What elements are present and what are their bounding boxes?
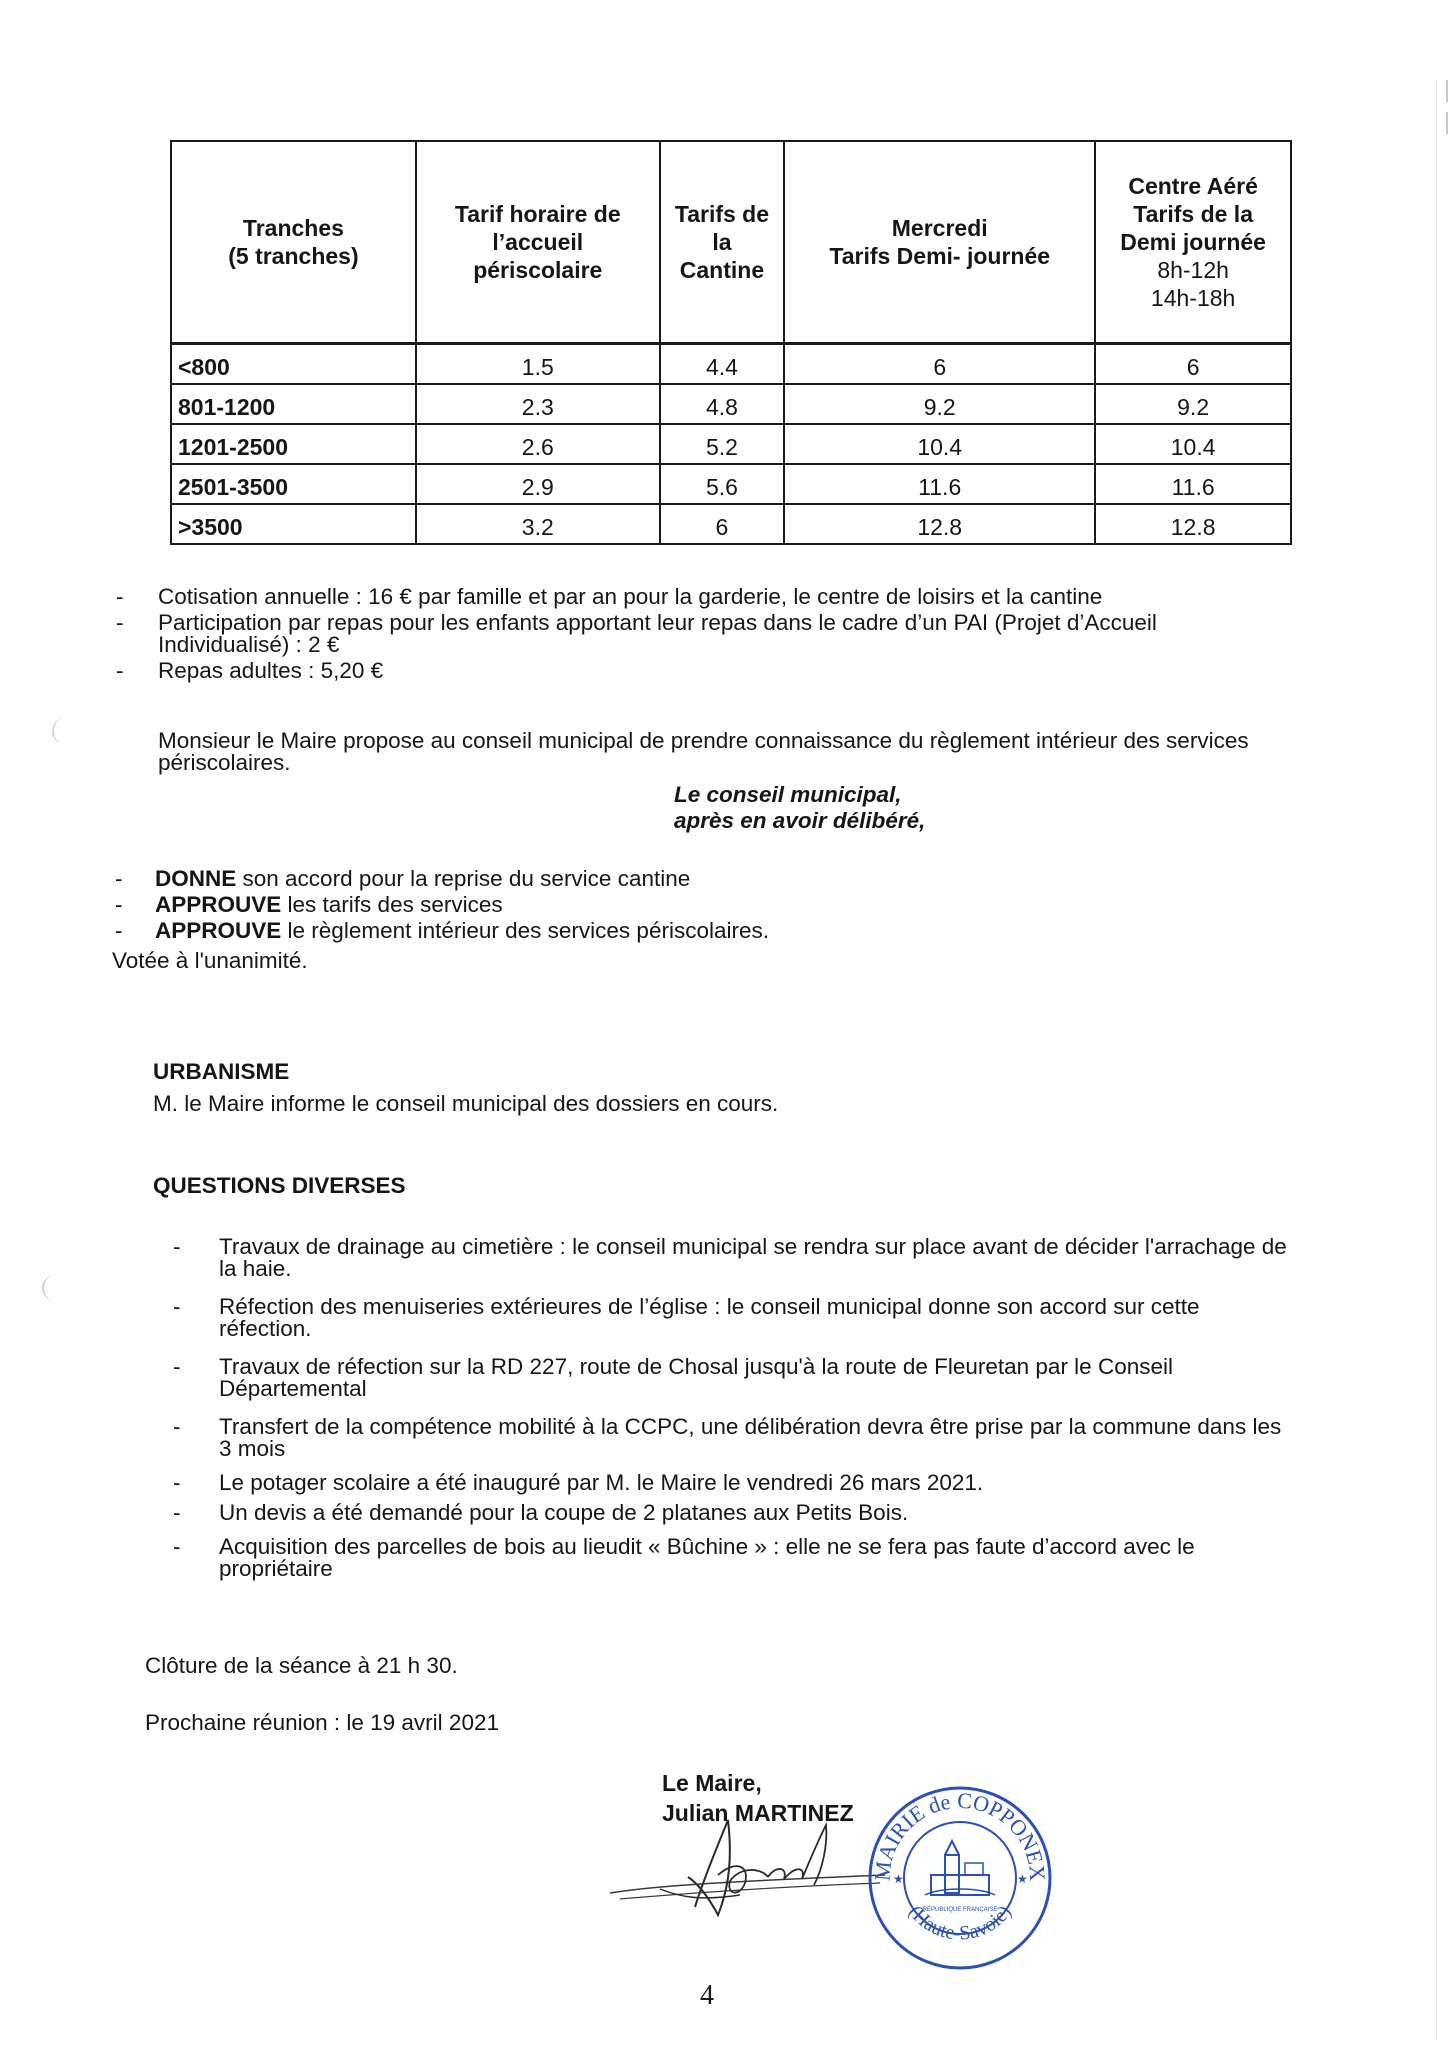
council-heading: Le conseil municipal, après en avoir délibéré,: [674, 782, 926, 833]
list-item: - Participation par repas pour les enfants apportant leur repas dans le cadre d’un PAI (Projet d’Accueil Individualisé) : 2 €: [116, 610, 1157, 657]
centre-aere-rate-cell: 9.2: [1095, 384, 1291, 424]
signatory-name: Julian MARTINEZ: [662, 1800, 854, 1826]
header-tranches: Tranches (5 tranches): [171, 141, 416, 344]
next-meeting-line: Prochaine réunion : le 19 avril 2021: [145, 1710, 499, 1735]
table-row: [171, 424, 1291, 464]
page-number: 4: [700, 1980, 714, 2011]
mercredi-rate-cell: 10.4: [784, 424, 1095, 464]
centre-aere-rate-cell: 10.4: [1095, 424, 1291, 464]
header-periscolaire: Tarif horaire de l’accueil périscolaire: [416, 141, 660, 344]
svg-text:(Haute-Savoie): (Haute-Savoie): [904, 1901, 1016, 1945]
questions-list: [173, 1234, 1289, 1581]
header-centre-aere: Centre Aéré Tarifs de la Demi journée 8h-12h 14h-18h: [1095, 141, 1291, 344]
proposal-paragraph: Monsieur le Maire propose au conseil municipal de prendre connaissance du règlement intérieur des services périscolaires.: [158, 728, 1249, 775]
table-header-row: [171, 141, 1291, 344]
tariff-table: [170, 140, 1292, 545]
table-row: [171, 464, 1291, 504]
centre-aere-rate-cell: 6: [1095, 344, 1291, 385]
scan-margin-mark: [42, 1275, 58, 1301]
list-item: - Le potager scolaire a été inauguré par M. le Maire le vendredi 26 mars 2021.: [173, 1470, 984, 1495]
closing-line: Clôture de la séance à 21 h 30.: [145, 1653, 458, 1678]
mercredi-rate-cell: 9.2: [784, 384, 1095, 424]
handwritten-signature: [600, 1815, 900, 1925]
svg-text:RÉPUBLIQUE FRANÇAISE: RÉPUBLIQUE FRANÇAISE: [922, 1907, 998, 1913]
svg-text:★: ★: [1017, 1872, 1028, 1886]
vote-result: Votée à l'unanimité.: [112, 948, 308, 973]
income-band-cell: 801-1200: [171, 384, 416, 424]
decision-verb: DONNE: [155, 866, 237, 891]
scan-margin-mark: [52, 718, 70, 744]
list-item: - Un devis a été demandé pour la coupe de 2 platanes aux Petits Bois.: [173, 1500, 909, 1525]
list-item: - DONNE son accord pour la reprise du service cantine: [115, 866, 691, 891]
svg-text:MAIRIE de COPPONEX: MAIRIE de COPPONEX: [869, 1787, 1051, 1882]
section-title-urbanisme: URBANISME: [153, 1059, 290, 1084]
decision-verb: APPROUVE: [155, 918, 282, 943]
cantine-rate-cell: 4.4: [660, 344, 784, 385]
fees-list: [116, 584, 1288, 683]
list-item: - APPROUVE les tarifs des services: [115, 892, 503, 917]
list-item: - Travaux de drainage au cimetière : le conseil municipal se rendra sur place avant de décider l'arrachage de la haie.: [173, 1234, 1287, 1281]
mairie-stamp: [865, 1783, 1055, 1973]
header-mercredi: Mercredi Tarifs Demi- journée: [784, 141, 1095, 344]
table-row: [171, 504, 1291, 544]
list-item: - Cotisation annuelle : 16 € par famille et par an pour la garderie, le centre de loisirs et la cantine: [116, 584, 1103, 609]
section-title-questions: QUESTIONS DIVERSES: [153, 1173, 406, 1198]
cantine-rate-cell: 4.8: [660, 384, 784, 424]
centre-aere-rate-cell: 12.8: [1095, 504, 1291, 544]
scan-edge-line: [1436, 80, 1437, 2040]
income-band-cell: 2501-3500: [171, 464, 416, 504]
periscolaire-rate-cell: 3.2: [416, 504, 660, 544]
cantine-rate-cell: 5.6: [660, 464, 784, 504]
periscolaire-rate-cell: 2.3: [416, 384, 660, 424]
income-band-cell: >3500: [171, 504, 416, 544]
svg-text:★: ★: [893, 1872, 904, 1886]
list-item: - Travaux de réfection sur la RD 227, route de Chosal jusqu'à la route de Fleuretan par le Conseil Départemental: [173, 1354, 1173, 1401]
signatory-title: Le Maire,: [662, 1770, 762, 1796]
list-item: - APPROUVE le règlement intérieur des services périscolaires.: [115, 918, 769, 943]
periscolaire-rate-cell: 2.9: [416, 464, 660, 504]
cantine-rate-cell: 5.2: [660, 424, 784, 464]
income-band-cell: <800: [171, 344, 416, 385]
decision-verb: APPROUVE: [155, 892, 282, 917]
centre-aere-rate-cell: 11.6: [1095, 464, 1291, 504]
periscolaire-rate-cell: 2.6: [416, 424, 660, 464]
list-item: - Repas adultes : 5,20 €: [116, 658, 384, 683]
mercredi-rate-cell: 6: [784, 344, 1095, 385]
urbanisme-text: M. le Maire informe le conseil municipal des dossiers en cours.: [153, 1091, 779, 1116]
mercredi-rate-cell: 12.8: [784, 504, 1095, 544]
cantine-rate-cell: 6: [660, 504, 784, 544]
income-band-cell: 1201-2500: [171, 424, 416, 464]
list-item: - Transfert de la compétence mobilité à la CCPC, une délibération devra être prise par la commune dans les 3 mois: [173, 1414, 1282, 1461]
mercredi-rate-cell: 11.6: [784, 464, 1095, 504]
header-cantine: Tarifs de la Cantine: [660, 141, 784, 344]
list-item: - Réfection des menuiseries extérieures de l’église : le conseil municipal donne son accord sur cette réfection.: [173, 1294, 1200, 1341]
table-row: [171, 384, 1291, 424]
table-row: [171, 344, 1291, 385]
decisions-list: [115, 866, 1255, 943]
periscolaire-rate-cell: 1.5: [416, 344, 660, 385]
list-item: - Acquisition des parcelles de bois au lieudit « Bûchine » : elle ne se fera pas faute d’accord avec le propriétaire: [173, 1534, 1195, 1581]
